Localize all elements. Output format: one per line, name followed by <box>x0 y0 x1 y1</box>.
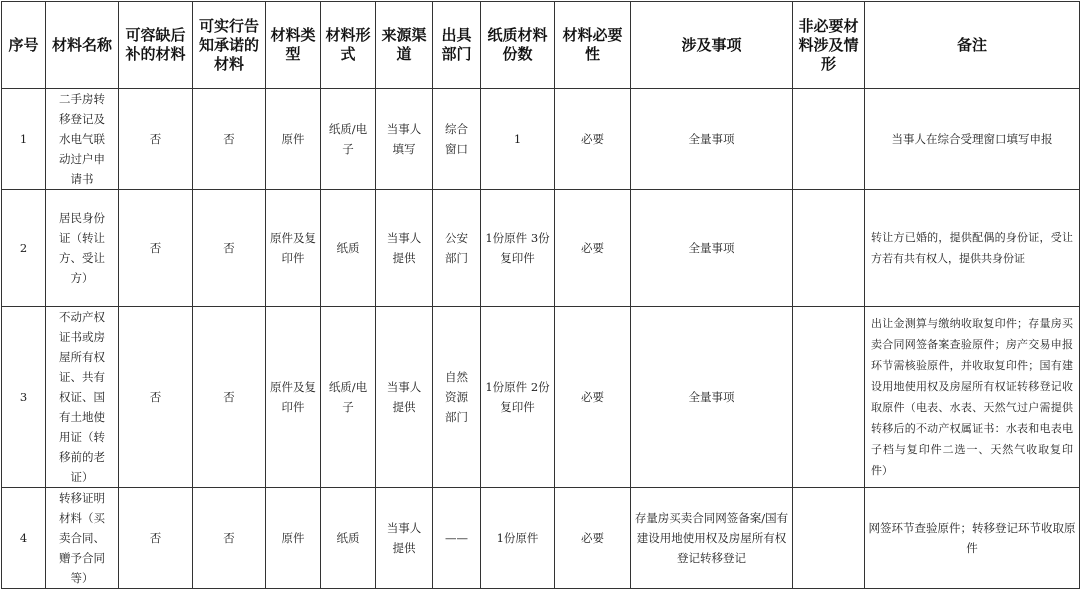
header-form: 材料形式 <box>321 2 376 89</box>
cell-seq: 2 <box>2 190 46 307</box>
cell-can-commit: 否 <box>193 488 266 589</box>
cell-seq: 3 <box>2 307 46 488</box>
cell-seq: 4 <box>2 488 46 589</box>
cell-type: 原件 <box>266 488 321 589</box>
cell-form: 纸质/电子 <box>321 307 376 488</box>
cell-nonessential <box>793 190 865 307</box>
header-seq: 序号 <box>2 2 46 89</box>
header-name: 材料名称 <box>46 2 119 89</box>
cell-nonessential <box>793 89 865 190</box>
cell-necessity: 必要 <box>555 488 631 589</box>
cell-source: 当事人提供 <box>376 307 433 488</box>
cell-issuer: 综合窗口 <box>433 89 481 190</box>
header-paper-count: 纸质材料份数 <box>481 2 555 89</box>
cell-can-supplement: 否 <box>119 307 193 488</box>
header-source: 来源渠道 <box>376 2 433 89</box>
cell-paper-count: 1份原件 3份复印件 <box>481 190 555 307</box>
header-issuer: 出具部门 <box>433 2 481 89</box>
cell-necessity: 必要 <box>555 190 631 307</box>
table-row <box>2 190 1080 307</box>
cell-can-commit: 否 <box>193 307 266 488</box>
header-row <box>2 2 1080 89</box>
cell-necessity: 必要 <box>555 307 631 488</box>
cell-can-supplement: 否 <box>119 190 193 307</box>
cell-name: 转移证明材料（买卖合同、赠予合同等） <box>46 488 119 589</box>
cell-source: 当事人提供 <box>376 488 433 589</box>
cell-type: 原件及复印件 <box>266 190 321 307</box>
cell-issuer: 公安部门 <box>433 190 481 307</box>
header-matters: 涉及事项 <box>631 2 793 89</box>
cell-matters: 全量事项 <box>631 190 793 307</box>
table-row <box>2 307 1080 488</box>
cell-source: 当事人填写 <box>376 89 433 190</box>
header-remark: 备注 <box>865 2 1080 89</box>
table-row <box>2 488 1080 589</box>
cell-can-commit: 否 <box>193 190 266 307</box>
cell-name: 二手房转移登记及水电气联动过户申请书 <box>46 89 119 190</box>
cell-remark: 出让金测算与缴纳收取复印件；存量房买卖合同网签备案查验原件；房产交易申报环节需核验原件，并收取复印件；国有建设用地使用权及房屋所有权证转移登记收取原件（电表、水表、天然气过户需提供转移后的不动产权属证书：水表和电表电子档与复印件二选一、天然气收取复印件） <box>865 307 1080 488</box>
cell-seq: 1 <box>2 89 46 190</box>
cell-paper-count: 1份原件 2份复印件 <box>481 307 555 488</box>
cell-can-supplement: 否 <box>119 89 193 190</box>
cell-matters: 全量事项 <box>631 89 793 190</box>
cell-remark: 转让方已婚的，提供配偶的身份证，受让方若有共有权人，提供共身份证 <box>865 190 1080 307</box>
cell-nonessential <box>793 307 865 488</box>
cell-type: 原件 <box>266 89 321 190</box>
header-type: 材料类型 <box>266 2 321 89</box>
materials-table <box>1 1 1080 589</box>
cell-nonessential <box>793 488 865 589</box>
cell-can-supplement: 否 <box>119 488 193 589</box>
cell-paper-count: 1 <box>481 89 555 190</box>
header-can-supplement: 可容缺后补的材料 <box>119 2 193 89</box>
cell-remark: 网签环节查验原件；转移登记环节收取原件 <box>865 488 1080 589</box>
cell-issuer: —— <box>433 488 481 589</box>
cell-issuer: 自然资源部门 <box>433 307 481 488</box>
cell-matters: 存量房买卖合同网签备案/国有建设用地使用权及房屋所有权登记转移登记 <box>631 488 793 589</box>
cell-can-commit: 否 <box>193 89 266 190</box>
header-nonessential: 非必要材料涉及情形 <box>793 2 865 89</box>
cell-paper-count: 1份原件 <box>481 488 555 589</box>
cell-form: 纸质 <box>321 190 376 307</box>
table-row <box>2 89 1080 190</box>
cell-source: 当事人提供 <box>376 190 433 307</box>
cell-name: 不动产权证书或房屋所有权证、共有权证、国有土地使用证（转移前的老证） <box>46 307 119 488</box>
cell-type: 原件及复印件 <box>266 307 321 488</box>
cell-name: 居民身份证（转让方、受让方） <box>46 190 119 307</box>
cell-necessity: 必要 <box>555 89 631 190</box>
cell-matters: 全量事项 <box>631 307 793 488</box>
cell-form: 纸质/电子 <box>321 89 376 190</box>
cell-remark: 当事人在综合受理窗口填写申报 <box>865 89 1080 190</box>
cell-form: 纸质 <box>321 488 376 589</box>
header-necessity: 材料必要性 <box>555 2 631 89</box>
header-can-commit: 可实行告知承诺的材料 <box>193 2 266 89</box>
